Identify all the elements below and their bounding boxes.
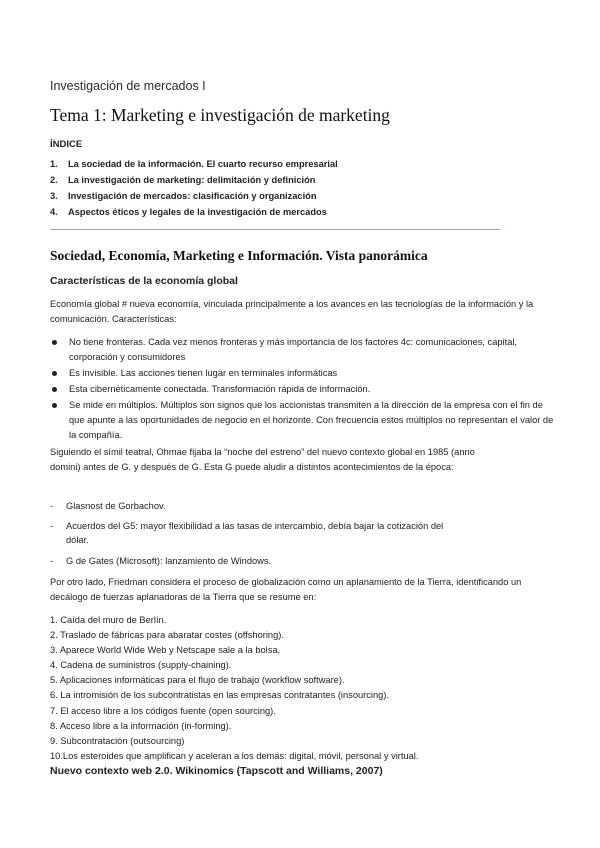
toc-item: 4. Aspectos éticos y legales de la investigación de mercados bbox=[50, 207, 327, 217]
list-item: 6. La intromisión de los subcontratistas en las empresas contratantes (insourcing). bbox=[50, 690, 389, 701]
list-item: 3. Aparece World Wide Web y Netscape sale a la bolsa. bbox=[50, 645, 281, 656]
flattening-forces-list bbox=[50, 613, 418, 764]
list-item: 10.Los esteroides que amplifican y aceleran a los demás: digital, móvil, personal y virtual. bbox=[50, 750, 419, 761]
friedman-paragraph: Por otro lado, Friedman considera el proceso de globalización como un aplanamiento de la Tierra, identificando un decálogo de fuerzas aplanadoras de la Tierra que se resume en: bbox=[50, 577, 522, 602]
bullet-icon bbox=[52, 387, 57, 392]
toc-item: 3. Investigación de mercados: clasificación y organización bbox=[50, 191, 317, 201]
bullet-icon bbox=[52, 403, 57, 408]
dash-item: - G de Gates (Microsoft): lanzamiento de Windows. bbox=[50, 556, 272, 566]
list-item: Se mide en múltiplos. Múltiplos son signos que los accionistas transmiten a la dirección de la empresa con el fin de que apunte a las oportunidades de negocio en el horizonte. Con frecuencia estos múltiplos no representan el valor de la compañía. bbox=[50, 398, 560, 443]
dash-item: - Acuerdos del G5: mayor flexibilidad a las tasas de intercambio, debía bajar la cotización del dólar. bbox=[50, 521, 444, 545]
toc-item: 1. La sociedad de la información. El cuarto recurso empresarial bbox=[50, 159, 338, 169]
section-divider bbox=[50, 229, 500, 230]
bullet-icon bbox=[52, 371, 57, 376]
list-item: 4. Cadena de suministros (supply-chaining). bbox=[50, 660, 232, 671]
page-title: Tema 1: Marketing e investigación de marketing bbox=[50, 105, 390, 125]
course-subject: Investigación de mercados I bbox=[50, 79, 206, 93]
intro-paragraph: Economía global # nueva economía, vinculada principalmente a los avances en las tecnologías de la información y la comunicación. Características: bbox=[50, 299, 534, 324]
characteristics-list bbox=[50, 335, 560, 444]
list-item: No tiene fronteras. Cada vez menos fronteras y más importancia de los factores 4c: comunicaciones, capital, corporación y consumidores bbox=[50, 335, 560, 365]
list-item: 9. Subcontratación (outsourcing) bbox=[50, 735, 185, 746]
web-subsection-heading: Nuevo contexto web 2.0. Wikinomics (Tapscott and Williams, 2007) bbox=[50, 765, 383, 777]
ohmae-paragraph: Siguiendo el símil teatral, Ohmae fijaba la “noche del estreno” del nuevo contexto global en 1985 (anno domini) antes de G. y después de G. Esta G puede aludir a distintos acontecimientos de la época: bbox=[50, 447, 475, 472]
list-item: 7. El acceso libre a los códigos fuente (open sourcing). bbox=[50, 705, 276, 716]
toc-item: 2. La investigación de marketing: delimitación y definición bbox=[50, 175, 316, 185]
section-heading: Sociedad, Economía, Marketing e Información. Vista panorámica bbox=[50, 248, 428, 263]
bullet-icon bbox=[52, 340, 57, 345]
list-item: 8. Acceso libre a la información (in-forming). bbox=[50, 720, 232, 731]
list-item: Es invisible. Las acciones tienen lugar en terminales informáticas bbox=[50, 366, 560, 381]
list-item: 2. Traslado de fábricas para abaratar costes (offshoring). bbox=[50, 630, 284, 641]
list-item: Esta cibernéticamente conectada. Transformación rápida de información. bbox=[50, 382, 560, 397]
index-heading: ÍNDICE bbox=[50, 139, 83, 150]
list-item: 1. Caída del muro de Berlín. bbox=[50, 615, 167, 625]
list-item: 5. Aplicaciones informáticas para el flujo de trabajo (workflow software). bbox=[50, 675, 345, 686]
table-of-contents bbox=[50, 156, 338, 220]
dash-item: - Glasnost de Gorbachov. bbox=[50, 501, 166, 511]
subsection-heading: Características de la economía global bbox=[50, 275, 238, 287]
